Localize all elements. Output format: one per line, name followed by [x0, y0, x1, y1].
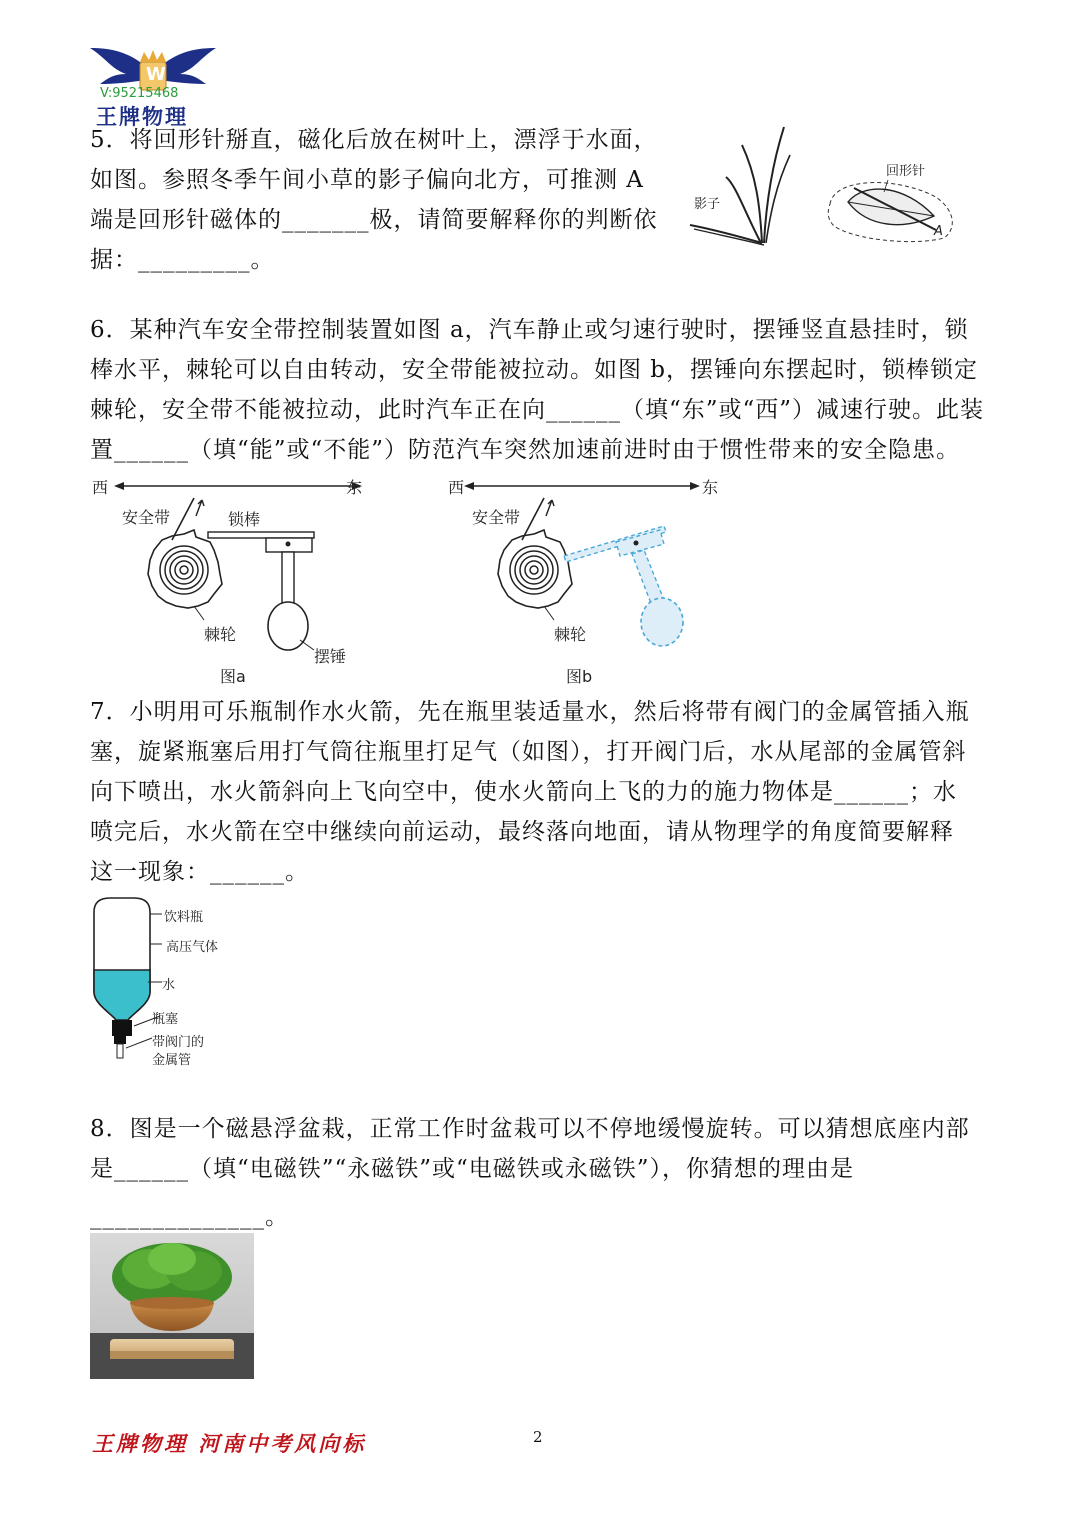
end-a-label: A — [934, 224, 943, 239]
fig-b-caption: 图b — [566, 667, 593, 686]
q8-line-1: 8．图是一个磁悬浮盆栽，正常工作时盆栽可以不停地缓慢旋转。可以猜想底座内部 — [90, 1116, 970, 1142]
water-label: 水 — [162, 978, 176, 993]
figure-a-drawing — [90, 470, 390, 670]
bottle-label: 饮料瓶 — [164, 910, 204, 925]
q5-line-3: 端是回形针磁体的_______极，请简要解释你的判断依 — [90, 207, 658, 233]
question-6 — [90, 310, 990, 470]
q6-line-4: 置______（填“能”或“不能”）防范汽车突然加速前进时由于惯性带来的安全隐患。 — [90, 437, 961, 463]
footer-brand: 王牌物理 河南中考风向标 — [92, 1431, 367, 1456]
grass-shadow-figure — [686, 125, 796, 250]
tube-label-1: 带阀门的 — [152, 1035, 205, 1050]
fig-a-east: 东 — [346, 478, 363, 497]
q7-line-4: 喷完后，水火箭在空中继续向前运动，最终落向地面，请从物理学的角度简要解释 — [90, 819, 954, 845]
q7-line-1: 7．小明用可乐瓶制作水火箭，先在瓶里装适量水，然后将带有阀门的金属管插入瓶 — [90, 699, 970, 725]
levitating-bonsai-photo — [90, 1233, 254, 1379]
fig-b-ratchet-label: 棘轮 — [554, 625, 587, 644]
fig-a-lockbar-label: 锁棒 — [228, 510, 261, 529]
stopper-label: 瓶塞 — [152, 1012, 179, 1027]
q8-line-2: 是______（填“电磁铁”“永磁铁”或“电磁铁或永磁铁”），你猜想的理由是 — [90, 1156, 855, 1182]
fig-a-ratchet-label: 棘轮 — [204, 625, 237, 644]
logo-contact: V:95215468 — [100, 86, 179, 101]
q7-line-5: 这一现象：______。 — [90, 859, 309, 885]
figure-b-drawing — [440, 470, 740, 670]
logo-letter: W — [146, 64, 166, 85]
shadow-label: 影子 — [694, 197, 721, 212]
q5-line-4: 据：_________。 — [90, 247, 275, 273]
fig-b-east: 东 — [702, 478, 719, 497]
q5-line-2: 如图。参照冬季午间小草的影子偏向北方，可推测 A — [90, 167, 644, 193]
leaf-paperclip-figure — [824, 168, 964, 248]
page-number: 2 — [533, 1428, 543, 1446]
question-5 — [90, 120, 690, 280]
q7-line-3: 向下喷出，水火箭斜向上飞向空中，使水火箭向上飞的力的施力物体是______；水 — [90, 779, 957, 805]
q6-line-2: 棒水平，棘轮可以自由转动，安全带能被拉动。如图 b，摆锤向东摆起时，锁棒锁定 — [90, 357, 979, 383]
fig-a-caption: 图a — [220, 667, 246, 686]
q5-line-1: 5．将回形针掰直，磁化后放在树叶上，漂浮于水面， — [90, 127, 658, 153]
fig-a-belt-label: 安全带 — [122, 508, 171, 527]
gas-label: 高压气体 — [166, 940, 219, 955]
logo-title: 王牌物理 — [96, 105, 188, 129]
q6-line-1: 6．某种汽车安全带控制装置如图 a，汽车静止或匀速行驶时，摆锤竖直悬挂时，锁 — [90, 317, 969, 343]
paperclip-label: 回形针 — [886, 164, 926, 179]
q7-line-2: 塞，旋紧瓶塞后用打气筒往瓶里打足气（如图），打开阀门后，水从尾部的金属管斜 — [90, 739, 967, 765]
fig-b-belt-label: 安全带 — [472, 508, 521, 527]
question-8 — [90, 1109, 990, 1237]
q6-line-3: 棘轮，安全带不能被拉动，此时汽车正在向______（填“东”或“西”）减速行驶。此装 — [90, 397, 985, 423]
fig-a-pendulum-label: 摆锤 — [314, 647, 347, 666]
q8-line-3: ______________。 — [90, 1204, 289, 1230]
fig-a-west: 西 — [92, 478, 109, 497]
question-7 — [90, 692, 990, 892]
fig-b-west: 西 — [448, 478, 465, 497]
tube-label-2: 金属管 — [152, 1053, 192, 1068]
